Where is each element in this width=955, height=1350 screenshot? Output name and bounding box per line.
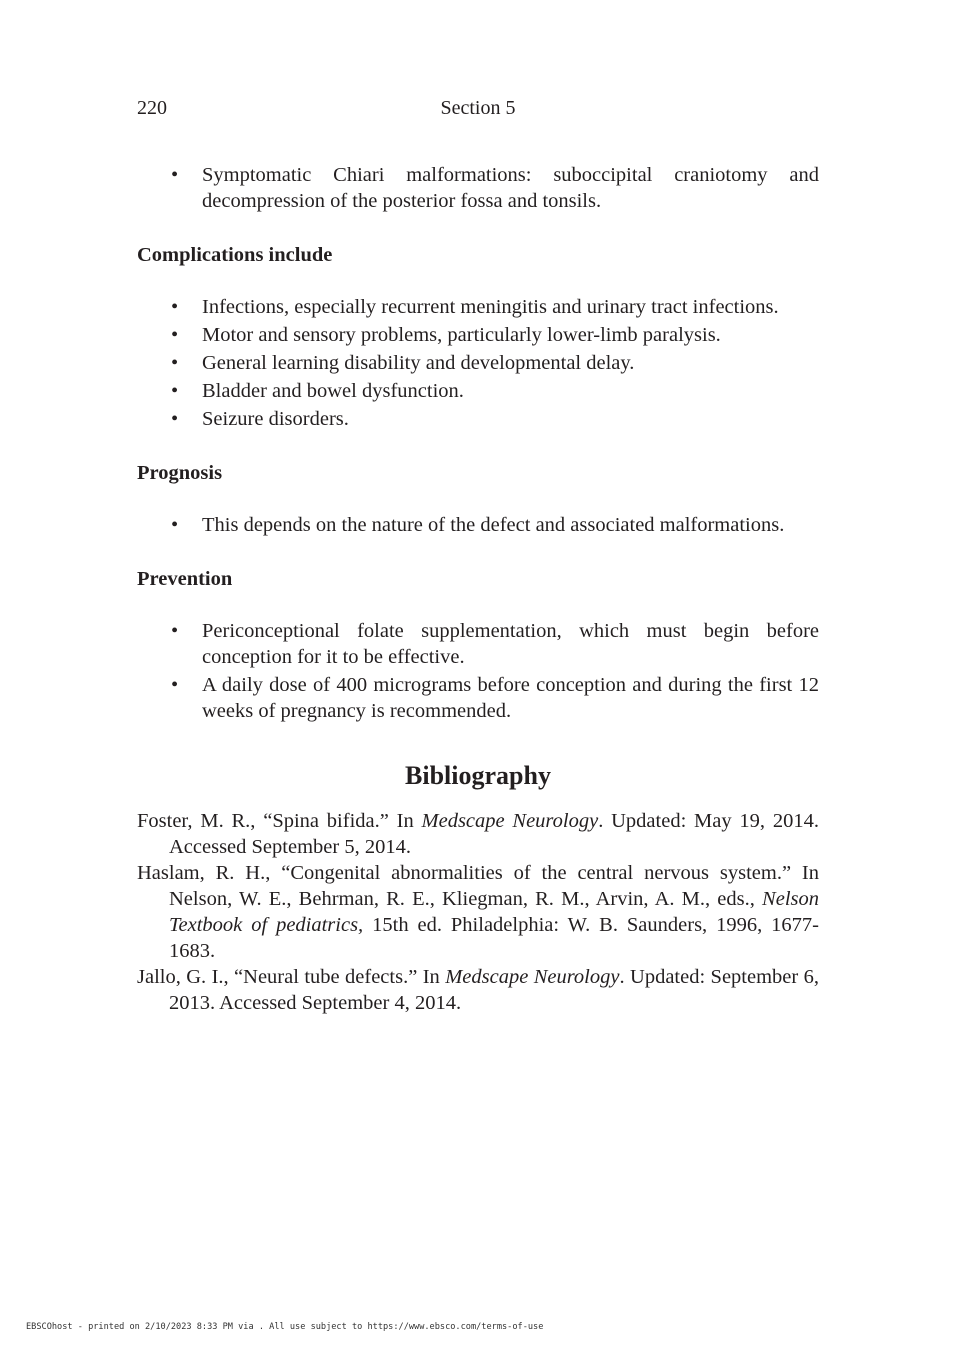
list-item: • Bladder and bowel dysfunction.: [171, 380, 464, 402]
print-footer: EBSCOhost - printed on 2/10/2023 8:33 PM via . All use subject to https://www.ebsco.com/terms-of-use: [26, 1322, 544, 1332]
bullet-icon: •: [171, 296, 179, 318]
list-item: • General learning disability and developmental delay.: [171, 352, 635, 374]
complications-list: [137, 294, 819, 432]
bullet-icon: •: [171, 324, 179, 346]
list-item: • Infections, especially recurrent meningitis and urinary tract infections.: [171, 296, 779, 318]
bullet-icon: •: [171, 514, 179, 536]
running-head: Section 5: [440, 97, 516, 119]
list-item: • Seizure disorders.: [171, 408, 349, 430]
prevention-heading: Prevention: [137, 568, 233, 590]
prognosis-list: [137, 512, 819, 538]
intro-list: [137, 162, 819, 214]
bullet-icon: •: [171, 352, 179, 374]
bibliography-entry: Haslam, R. H., “Congenital abnormalities of the central nervous system.” In Nelson, W. E., Behrman, R. E., Kliegman, R. M., Arvin, A. M., eds., Nelson Textbook of pediatrics, 15th ed. Philadelphia: W. B. Saunders, 1996, 1677-1683.: [137, 862, 819, 962]
list-item: • This depends on the nature of the defect and associated malformations.: [171, 514, 785, 536]
bullet-icon: •: [171, 620, 179, 642]
prevention-list: [137, 618, 819, 724]
page-header: [137, 96, 819, 120]
bullet-icon: •: [171, 408, 179, 430]
bullet-icon: •: [171, 674, 179, 696]
list-item: • Motor and sensory problems, particularly lower-limb paralysis.: [171, 324, 721, 346]
prognosis-heading: Prognosis: [137, 462, 223, 484]
bullet-icon: •: [171, 380, 179, 402]
list-item: • Periconceptional folate supplementation, which must begin before conception for it to be effective.: [171, 620, 819, 668]
bibliography-title: Bibliography: [405, 761, 551, 790]
bibliography-entry: Foster, M. R., “Spina bifida.” In Medscape Neurology. Updated: May 19, 2014. Accessed September 5, 2014.: [137, 810, 819, 858]
page-number: 220: [137, 97, 167, 119]
list-item: • Symptomatic Chiari malformations: suboccipital craniotomy and decompression of the posterior fossa and tonsils.: [171, 164, 819, 212]
complications-heading: Complications include: [137, 244, 333, 266]
list-item: • A daily dose of 400 micrograms before conception and during the first 12 weeks of pregnancy is recommended.: [171, 674, 819, 722]
bullet-icon: •: [171, 164, 179, 186]
bibliography-entry: Jallo, G. I., “Neural tube defects.” In Medscape Neurology. Updated: September 6, 2013. Accessed September 4, 2014.: [137, 966, 819, 1014]
body-text: [137, 162, 819, 1016]
